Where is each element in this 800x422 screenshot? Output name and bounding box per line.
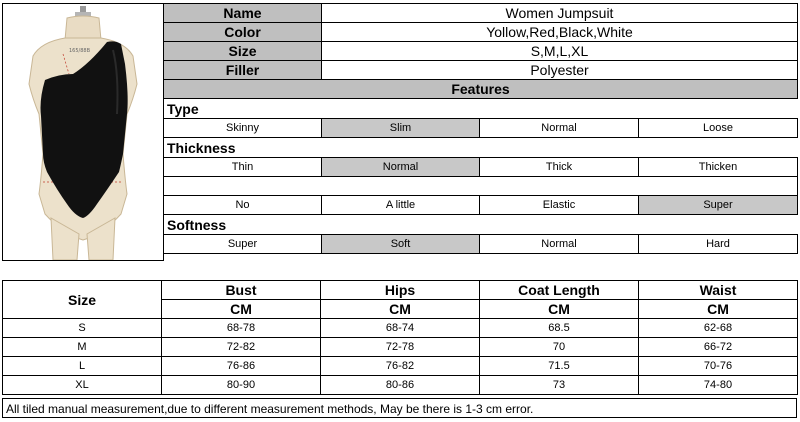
attr-value: S,M,L,XL — [322, 42, 798, 61]
bust-cell: 72-82 — [162, 338, 321, 357]
attr-label: Name — [164, 4, 322, 23]
bust-cell: 68-78 — [162, 319, 321, 338]
type-option-slim-selected: Slim — [322, 119, 480, 138]
mannequin-with-jumpsuit-image — [3, 4, 163, 260]
softness-section-head — [164, 215, 798, 235]
attr-label: Filler — [164, 61, 322, 80]
thickness-option-normal-selected: Normal — [322, 158, 480, 177]
softness-option-soft-selected: Soft — [322, 235, 480, 254]
product-info-block — [2, 3, 797, 261]
elasticity-option-super-selected: Super — [639, 196, 798, 215]
type-options-row — [164, 119, 798, 138]
thickness-option-thin: Thin — [164, 158, 322, 177]
elasticity-section-head — [164, 177, 798, 196]
elasticity-option-a-little: A little — [322, 196, 480, 215]
type-section-head — [164, 99, 798, 119]
thickness-section-head — [164, 138, 798, 158]
table-row — [3, 376, 798, 395]
hips-cell: 80-86 — [321, 376, 480, 395]
size-cell: M — [3, 338, 162, 357]
table-row — [3, 357, 798, 376]
product-attributes-table — [163, 3, 798, 254]
thickness-option-thick: Thick — [480, 158, 639, 177]
coat-length-column-header: Coat Length — [480, 281, 639, 300]
size-chart-table — [2, 280, 798, 395]
svg-text:165/88B: 165/88B — [69, 48, 91, 54]
waist-column-header: Waist — [639, 281, 798, 300]
bust-cell: 80-90 — [162, 376, 321, 395]
thickness-label: Thickness — [164, 138, 798, 158]
size-column-header: Size — [3, 281, 162, 319]
unit-label: CM — [162, 300, 321, 319]
elasticity-options-row — [164, 196, 798, 215]
product-photo — [2, 3, 164, 261]
softness-option-hard: Hard — [639, 235, 798, 254]
size-cell: L — [3, 357, 162, 376]
type-option-loose: Loose — [639, 119, 798, 138]
type-option-normal: Normal — [480, 119, 639, 138]
coat-length-cell: 70 — [480, 338, 639, 357]
hips-column-header: Hips — [321, 281, 480, 300]
unit-label: CM — [321, 300, 480, 319]
bust-cell: 76-86 — [162, 357, 321, 376]
softness-option-normal: Normal — [480, 235, 639, 254]
size-chart-header-row — [3, 281, 798, 300]
attr-label: Size — [164, 42, 322, 61]
bust-column-header: Bust — [162, 281, 321, 300]
attr-row-name — [164, 4, 798, 23]
attr-value: Polyester — [322, 61, 798, 80]
coat-length-cell: 68.5 — [480, 319, 639, 338]
coat-length-cell: 73 — [480, 376, 639, 395]
thickness-options-row — [164, 158, 798, 177]
attr-value: Yollow,Red,Black,White — [322, 23, 798, 42]
softness-label: Softness — [164, 215, 798, 235]
size-cell: XL — [3, 376, 162, 395]
thickness-option-thicken: Thicken — [639, 158, 798, 177]
attr-label: Color — [164, 23, 322, 42]
waist-cell: 74-80 — [639, 376, 798, 395]
type-label: Type — [164, 99, 798, 119]
attr-row-color — [164, 23, 798, 42]
attr-value: Women Jumpsuit — [322, 4, 798, 23]
table-row — [3, 338, 798, 357]
size-cell: S — [3, 319, 162, 338]
features-title: Features — [164, 80, 798, 99]
attr-row-size — [164, 42, 798, 61]
type-option-skinny: Skinny — [164, 119, 322, 138]
softness-options-row — [164, 235, 798, 254]
coat-length-cell: 71.5 — [480, 357, 639, 376]
waist-cell: 70-76 — [639, 357, 798, 376]
table-row — [3, 319, 798, 338]
features-header-row — [164, 80, 798, 99]
elasticity-option-elastic: Elastic — [480, 196, 639, 215]
waist-cell: 66-72 — [639, 338, 798, 357]
unit-label: CM — [480, 300, 639, 319]
measurement-note: All tiled manual measurement,due to different measurement methods, May be there is 1-3 cm error. — [2, 398, 797, 418]
softness-option-super: Super — [164, 235, 322, 254]
hips-cell: 72-78 — [321, 338, 480, 357]
attr-row-filler — [164, 61, 798, 80]
unit-label: CM — [639, 300, 798, 319]
elasticity-label-empty — [164, 177, 798, 196]
hips-cell: 76-82 — [321, 357, 480, 376]
elasticity-option-no: No — [164, 196, 322, 215]
hips-cell: 68-74 — [321, 319, 480, 338]
waist-cell: 62-68 — [639, 319, 798, 338]
